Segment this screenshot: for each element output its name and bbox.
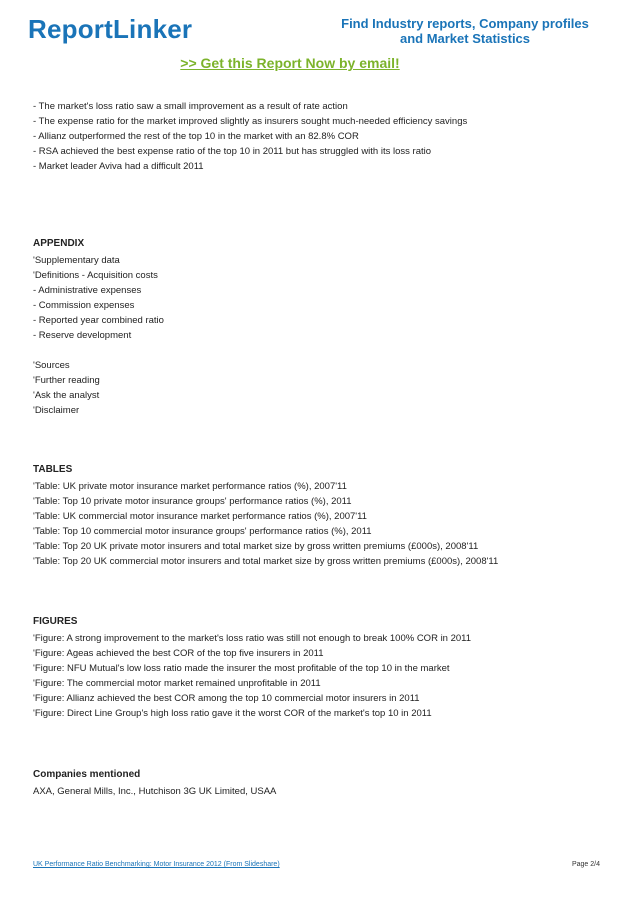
figures-section (33, 614, 603, 721)
appendix-item: 'Definitions - Acquisition costs (33, 270, 158, 281)
appendix-item: 'Disclaimer (33, 405, 80, 416)
figure-item: 'Figure: NFU Mutual's low loss ratio made the insurer the most profitable of the top 10 in the market (33, 663, 450, 674)
table-item: 'Table: Top 20 UK private motor insurers and total market size by gross written premiums (£000s), 2008'11 (33, 541, 479, 552)
tables-section (33, 462, 603, 569)
key-findings-list (33, 99, 603, 174)
appendix-item: - Reserve development (33, 330, 132, 341)
appendix-item: - Commission expenses (33, 300, 135, 311)
figure-item: 'Figure: A strong improvement to the market's loss ratio was still not enough to break 100% COR in 2011 (33, 633, 472, 644)
companies-list: AXA, General Mills, Inc., Hutchison 3G UK Limited, USAA (33, 786, 277, 797)
appendix-section (33, 236, 603, 418)
tagline-line-1: Find Industry reports, Company profiles (341, 16, 589, 31)
bullet-item: - Market leader Aviva had a difficult 2011 (33, 161, 204, 172)
bullet-item: - The market's loss ratio saw a small improvement as a result of rate action (33, 101, 348, 112)
source-link[interactable]: UK Performance Ratio Benchmarking: Motor Insurance 2012 (From Slideshare) (33, 861, 280, 868)
companies-section (33, 767, 603, 799)
tables-heading: TABLES (33, 464, 73, 475)
table-item: 'Table: Top 20 UK commercial motor insurers and total market size by gross written premiums (£000s), 2008'11 (33, 556, 499, 567)
figures-heading: FIGURES (33, 616, 78, 627)
bullet-item: - RSA achieved the best expense ratio of the top 10 in 2011 but has struggled with its loss ratio (33, 146, 432, 157)
appendix-item: 'Supplementary data (33, 255, 120, 266)
table-item: 'Table: Top 10 private motor insurance groups' performance ratios (%), 2011 (33, 496, 352, 507)
table-item: 'Table: UK commercial motor insurance market performance ratios (%), 2007'11 (33, 511, 367, 522)
get-report-link[interactable]: >> Get this Report Now by email! (180, 55, 400, 71)
bullet-item: - Allianz outperformed the rest of the top 10 in the market with an 82.8% COR (33, 131, 359, 142)
table-item: 'Table: UK private motor insurance market performance ratios (%), 2007'11 (33, 481, 347, 492)
bullet-item: - The expense ratio for the market improved slightly as insurers sought much-needed efficiency savings (33, 116, 468, 127)
figure-item: 'Figure: Ageas achieved the best COR of the top five insurers in 2011 (33, 648, 324, 659)
tagline-line-2: and Market Statistics (399, 31, 531, 46)
appendix-item: - Reported year combined ratio (33, 315, 164, 326)
figure-item: 'Figure: The commercial motor market remained unprofitable in 2011 (33, 678, 321, 689)
appendix-item: - Administrative expenses (33, 285, 142, 296)
companies-heading: Companies mentioned (33, 769, 141, 780)
appendix-item: 'Ask the analyst (33, 390, 100, 401)
table-item: 'Table: Top 10 commercial motor insurance groups' performance ratios (%), 2011 (33, 526, 372, 537)
page-number: Page 2/4 (571, 861, 600, 868)
figure-item: 'Figure: Direct Line Group's high loss ratio gave it the worst COR of the market's top 10 in 2011 (33, 708, 432, 719)
figure-item: 'Figure: Allianz achieved the best COR among the top 10 commercial motor insurers in 2011 (33, 693, 420, 704)
reportlinker-logo[interactable]: ReportLinker (28, 14, 193, 44)
appendix-heading: APPENDIX (33, 238, 85, 249)
header-tagline (340, 16, 590, 46)
appendix-item: 'Sources (33, 360, 70, 371)
appendix-item: 'Further reading (33, 375, 100, 386)
